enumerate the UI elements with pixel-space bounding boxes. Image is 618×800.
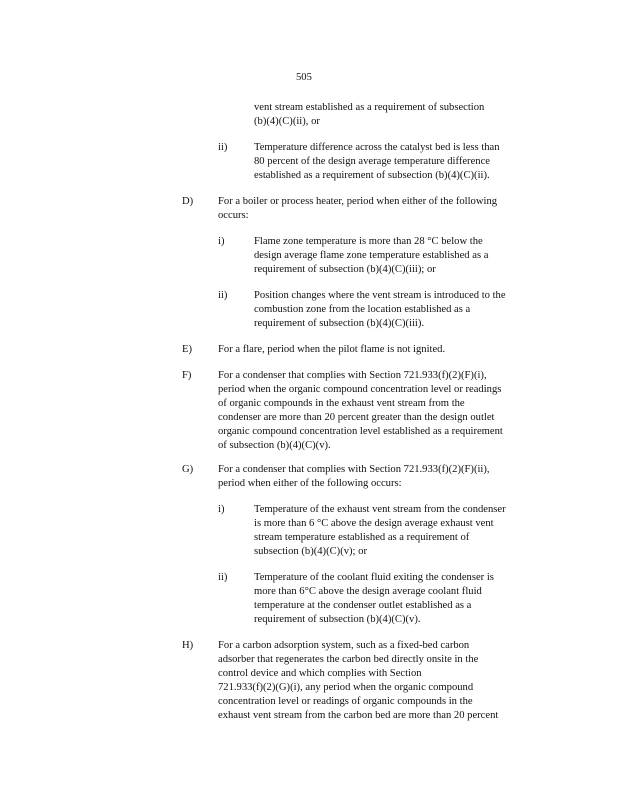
item-label: ii) — [218, 142, 228, 153]
item-label: ii) — [218, 572, 228, 583]
paragraph-text: Temperature of the coolant fluid exiting the condenser is more than 6°C above the design average coolant fluid temperature at the condenser outlet established as a requirement of subsection (b)(4)(C)(v). — [254, 572, 494, 625]
item-label: i) — [218, 236, 225, 247]
paragraph-text: Temperature of the exhaust vent stream from the condenser is more than 6 °C above the design average exhaust vent stream temperature established as a requirement of subsection (b)(4)(C)(v); or — [254, 504, 506, 557]
paragraph-text: For a carbon adsorption system, such as a fixed-bed carbon adsorber that regenerates the carbon bed directly onsite in the control device and which complies with Section 721.933(f)(2)(G)(i), any period when the organic compound concentration level or readings of organic compounds in the exhaust vent stream from the carbon bed are more than 20 percent — [218, 640, 499, 721]
item-label: E) — [182, 344, 192, 355]
item-label: i) — [218, 504, 225, 515]
item-label: H) — [182, 640, 194, 651]
paragraph-text: Temperature difference across the catalyst bed is less than 80 percent of the design average temperature difference established as a requirement of subsection (b)(4)(C)(ii). — [254, 142, 500, 181]
paragraph-text: For a boiler or process heater, period when either of the following occurs: — [218, 196, 498, 221]
paragraph-text: For a condenser that complies with Section 721.933(f)(2)(F)(ii), period when either of the following occurs: — [218, 464, 490, 489]
item-label: D) — [182, 196, 194, 207]
paragraph-text: Position changes where the vent stream is introduced to the combustion zone from the location established as a requirement of subsection (b)(4)(C)(iii). — [254, 290, 506, 329]
paragraph-text: For a flare, period when the pilot flame is not ignited. — [218, 344, 446, 355]
paragraph-text: vent stream established as a requirement of subsection (b)(4)(C)(ii), or — [254, 102, 485, 127]
paragraph-text: Flame zone temperature is more than 28 °C below the design average flame zone temperature established as a requirement of subsection (b)(4)(C)(iii); or — [254, 236, 489, 275]
page-number: 505 — [296, 72, 312, 83]
paragraph-text: For a condenser that complies with Section 721.933(f)(2)(F)(i), period when the organic compound concentration level or readings of organic compounds in the exhaust vent stream from the condenser are more than 20 percent greater than the design outlet organic compound concentration level established as a requirement of subsection (b)(4)(C)(v). — [218, 370, 503, 451]
item-label: G) — [182, 464, 194, 475]
item-label: ii) — [218, 290, 228, 301]
item-label: F) — [182, 370, 192, 381]
